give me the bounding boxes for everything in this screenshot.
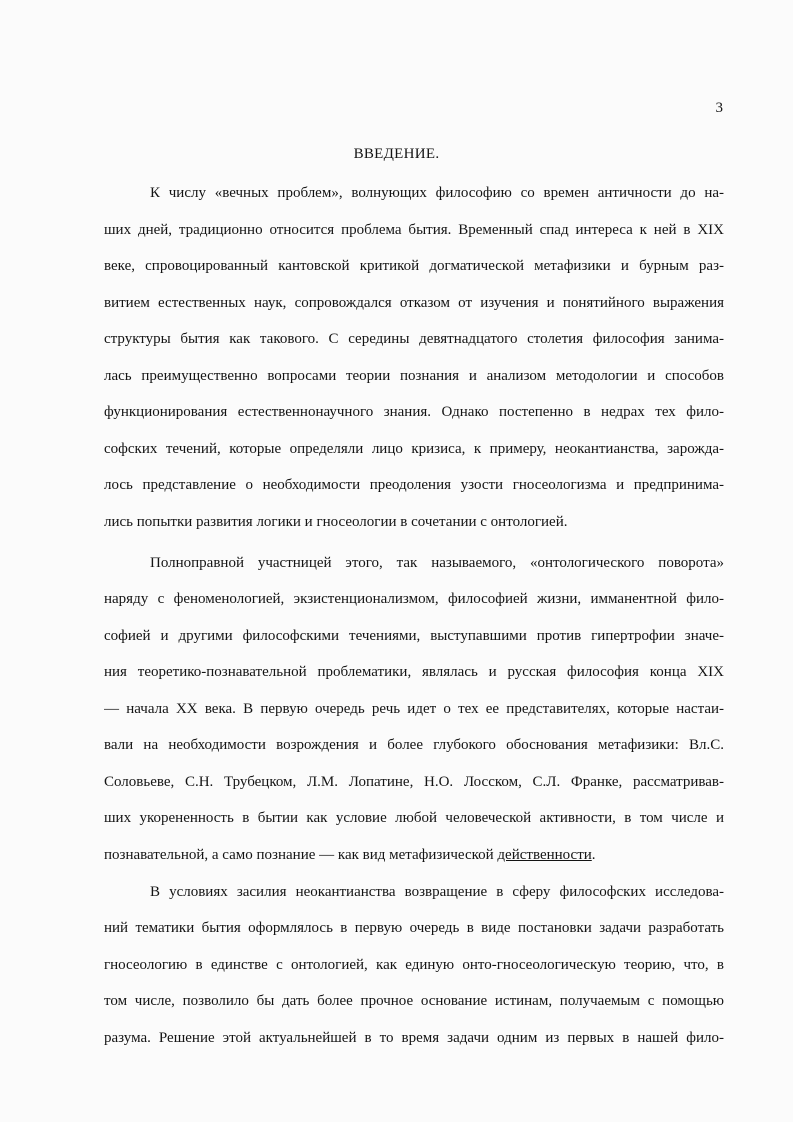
page-number: 3 [715, 100, 723, 116]
text-line: гносеологию в единстве с онтологией, как единую онто-гносеологическую теорию, что, в [104, 957, 724, 973]
text-line: разума. Решение этой актуальнейшей в то время задачи одним из первых в нашей фило- [104, 1030, 724, 1046]
text-line: структуры бытия как такового. С середины девятнадцатого столетия философия занима- [104, 331, 724, 347]
text-fragment: познавательной, а само познание — как вид метафизической [104, 847, 498, 863]
text-line: лась преимущественно вопросами теории познания и анализом методологии и способов [104, 368, 724, 384]
text-line: В условиях засилия неокантианства возвращение в сферу философских исследова- [150, 884, 724, 900]
text-line: ний тематики бытия оформлялось в первую очередь в виде постановки задачи разработать [104, 920, 724, 936]
text-line: софией и другими философскими течениями, выступавшими против гипертрофии значе- [104, 628, 724, 644]
text-fragment: . [591, 847, 596, 863]
page-title: ВВЕДЕНИЕ. [353, 146, 440, 162]
text-line: ших дней, традиционно относится проблема бытия. Временный спад интереса к ней в XIX [104, 222, 724, 238]
text-line: витием естественных наук, сопровождался отказом от изучения и понятийного выражения [104, 295, 724, 311]
text-line: ших укорененность в бытии как условие любой человеческой активности, в том числе и [104, 810, 724, 826]
text-line: лись попытки развития логики и гносеологии в сочетании с онтологией. [104, 514, 568, 530]
text-line [104, 847, 724, 867]
text-line: софских течений, которые определяли лицо кризиса, к примеру, неокантианства, зарожда- [104, 441, 724, 457]
text-line: лось представление о необходимости преодоления узости гносеологизма и предпринима- [104, 477, 724, 493]
text-line: Соловьеве, С.Н. Трубецком, Л.М. Лопатине, Н.О. Лосском, С.Л. Франке, рассматривав- [104, 774, 724, 790]
text-line: веке, спровоцированный кантовской критикой догматической метафизики и бурным раз- [104, 258, 724, 274]
text-line: вали на необходимости возрождения и более глубокого обоснования метафизики: Вл.С. [104, 737, 724, 753]
text-line: К числу «вечных проблем», волнующих философию со времен античности до на- [150, 185, 724, 201]
text-line: ния теоретико-познавательной проблематики, являлась и русская философия конца XIX [104, 664, 724, 680]
underlined-word: действенности [497, 847, 592, 863]
text-line: Полноправной участницей этого, так называемого, «онтологического поворота» [150, 555, 724, 571]
text-line: наряду с феноменологией, экзистенционализмом, философией жизни, имманентной фило- [104, 591, 724, 607]
text-line: том числе, позволило бы дать более прочное основание истинам, получаемым с помощью [104, 993, 724, 1009]
text-line: — начала XX века. В первую очередь речь идет о тех ее представителях, которые настаи- [104, 701, 724, 717]
text-line: функционирования естественнонаучного знания. Однако постепенно в недрах тех фило- [104, 404, 724, 420]
